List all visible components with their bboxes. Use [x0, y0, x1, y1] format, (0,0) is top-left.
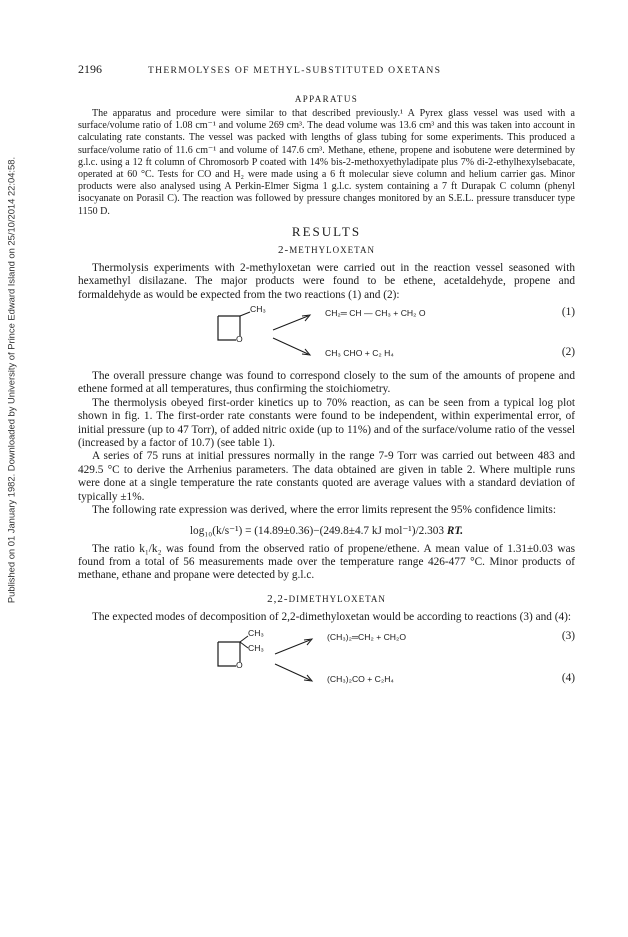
rate-expression [78, 524, 575, 537]
oxygen-label: O [236, 334, 243, 345]
subheading-2-methyloxetan [78, 244, 575, 256]
methyl-label-b: CH₃ [248, 643, 264, 654]
oxygen-label: O [236, 660, 243, 671]
apparatus-heading: APPARATUS [294, 94, 359, 104]
reaction-2-products: CH₃ CHO + C₂ H₄ [325, 348, 394, 359]
reaction-scheme-2 [78, 628, 575, 690]
results-paragraph-6: The ratio k₁/k₂ was found from the observed ratio of propene/ethene. A mean value of 1.31±0.03 was found from a total of 56 measurements made over the temperature range 426-477 °C. Minor products of methane, ethane and propane were detected by g.l.c. [78, 542, 575, 582]
results-paragraph-3: The thermolysis obeyed first-order kinetics up to 70% reaction, as can be seen from a typical log plot shown in fig. 1. The first-order rate constants were found to be independent, within experimental error, of initial pressure (up to 47 Torr), of added nitric oxide (up to 11%) and of the surface/volume ratio of the vessel (increased by a factor of 10.7) (see table 1). [78, 396, 575, 450]
download-watermark-text: Published on 01 January 1982. Downloaded by University of Prince Edward Island on 25/10/2014 22:04:58. [5, 156, 17, 604]
reaction-3-products: (CH₃)₂═CH₂ + CH₂O [327, 632, 407, 643]
download-watermark [0, 0, 22, 937]
subheading-number: 2,2- [267, 592, 289, 605]
results-paragraph-5: The following rate expression was derived, where the error limits represent the 95% confidence limits: [92, 504, 556, 517]
reaction-4-products: (CH₃)₂CO + C₂H₄ [327, 674, 394, 685]
equation-number-1: (1) [561, 306, 575, 319]
reaction-1-products: CH₂═ CH — CH₃ + CH₂ O [325, 308, 426, 319]
subheading-name: DIMETHYLOXETAN [288, 593, 386, 604]
subheading-2-2-dimethyloxetan [78, 593, 575, 605]
equation-number-4: (4) [561, 672, 575, 685]
reaction-scheme-1 [78, 306, 575, 364]
methyl-label-a: CH₃ [248, 628, 264, 639]
results-heading: RESULTS [291, 223, 362, 239]
subheading-name: METHYLOXETAN [289, 244, 375, 255]
running-title: THERMOLYSES OF METHYL-SUBSTITUTED OXETANS [148, 65, 442, 76]
equation-number-2: (2) [561, 346, 575, 359]
page-number: 2196 [78, 62, 102, 76]
results-paragraph-1: Thermolysis experiments with 2-methyloxetan were carried out in the reaction vessel seasoned with hexamethyl disilazane. The major products were found to be ethene, acetaldehyde, propene and formaldehyde as would be expected from the two reactions (1) and (2): [78, 261, 575, 301]
results-paragraph-4: A series of 75 runs at initial pressures normally in the range 7-9 Torr was carried out between 483 and 429.5 °C to derive the Arrhenius parameters. The data obtained are given in table 2. Where multiple runs were done at a single temperature the rate constants quoted are average values with a standard deviation of typically ±1%. [78, 450, 575, 503]
page-header [78, 62, 575, 82]
results-paragraph-7: The expected modes of decomposition of 2,2-dimethyloxetan would be according to reactions (3) and (4): [92, 610, 572, 623]
apparatus-paragraph: The apparatus and procedure were similar to that described previously.¹ A Pyrex glass vessel was used with a surface/volume ratio of 1.08 cm⁻¹ and volume 269 cm³. The dead volume was 13.6 cm³ and this was taken into account in calculating rate constants. The vessel was packed with lengths of glass tubing for some experiments. This produced a surface/volume ratio of 11.6 cm⁻¹ and volume of 147.6 cm³. Methane, ethene, propene and isobutene were determined by g.l.c. using a 12 ft column of Chromosorb P coated with 14% bis-2-methoxyethyladipate plus 7% di-2-ethylhexylsebacate, operated at 60 °C. Tests for CO and H₂ were made using a 6 ft molecular sieve column and helium carrier gas. Minor products were also analysed using A Perkin-Elmer Sigma 1 g.l.c. system containing a 7 ft Durapak C column (phenyl isocyanate on Porasil C). The reaction was followed by pressure changes monitored by an S.E.L. pressure transducer type 1150 D. [78, 108, 575, 217]
journal-page [78, 62, 575, 696]
equation-number-3: (3) [561, 630, 575, 643]
rate-expression-rt: RT. [446, 524, 464, 537]
subheading-number: 2- [278, 243, 290, 256]
rate-expression-text: log₁₀(k/s⁻¹) = (14.89±0.36)−(249.8±4.7 kJ mol⁻¹)/2.303 [189, 524, 445, 537]
results-paragraph-2: The overall pressure change was found to correspond closely to the sum of the amounts of propene and ethene formed at all temperatures, thus confirming the stoichiometry. [78, 370, 575, 396]
methyl-label: CH₃ [250, 304, 266, 315]
